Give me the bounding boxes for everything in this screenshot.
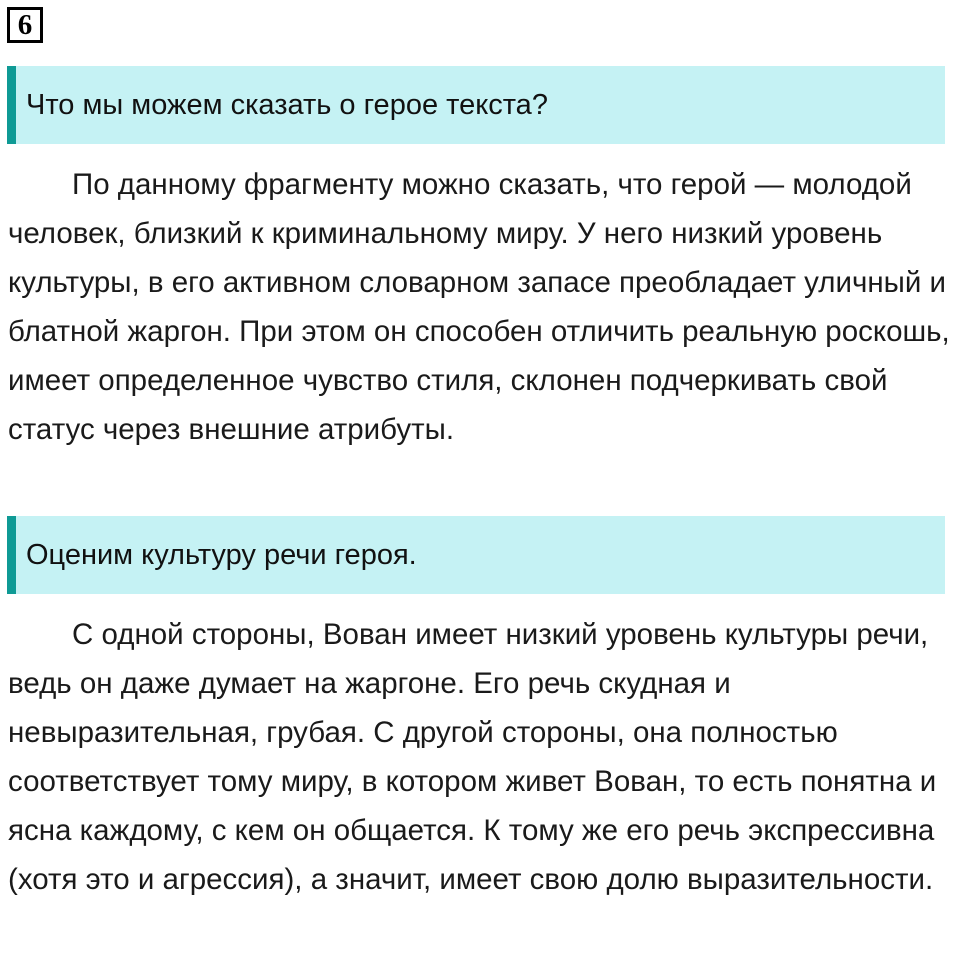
answer-paragraph-hero: По данному фрагменту можно сказать, что герой — молодой человек, близкий к криминальному миру. У него низкий уровень культуры, в его активном словарном запасе преобладает уличный и блатной жаргон. При этом он способен отличить реальную роскошь, имеет определенное чувство стиля, склонен подчеркивать свой статус через внешние атрибуты. bbox=[8, 168, 950, 446]
question-heading-hero: Что мы можем сказать о герое текста? bbox=[7, 66, 945, 144]
task-number-badge: 6 bbox=[7, 7, 43, 43]
answer-paragraph-speech-culture: С одной стороны, Вован имеет низкий уровень культуры речи, ведь он даже думает на жаргоне. Его речь скудная и невыразительная, грубая. С другой стороны, она полностью соответствует тому миру, в котором живет Вован, то есть понятна и ясна каждому, с кем он общается. К тому же его речь экспрессивна (хотя это и агрессия), а значит, имеет свою долю выразительности. bbox=[8, 618, 937, 896]
question-heading-speech-culture: Оценим культуру речи героя. bbox=[7, 516, 945, 594]
